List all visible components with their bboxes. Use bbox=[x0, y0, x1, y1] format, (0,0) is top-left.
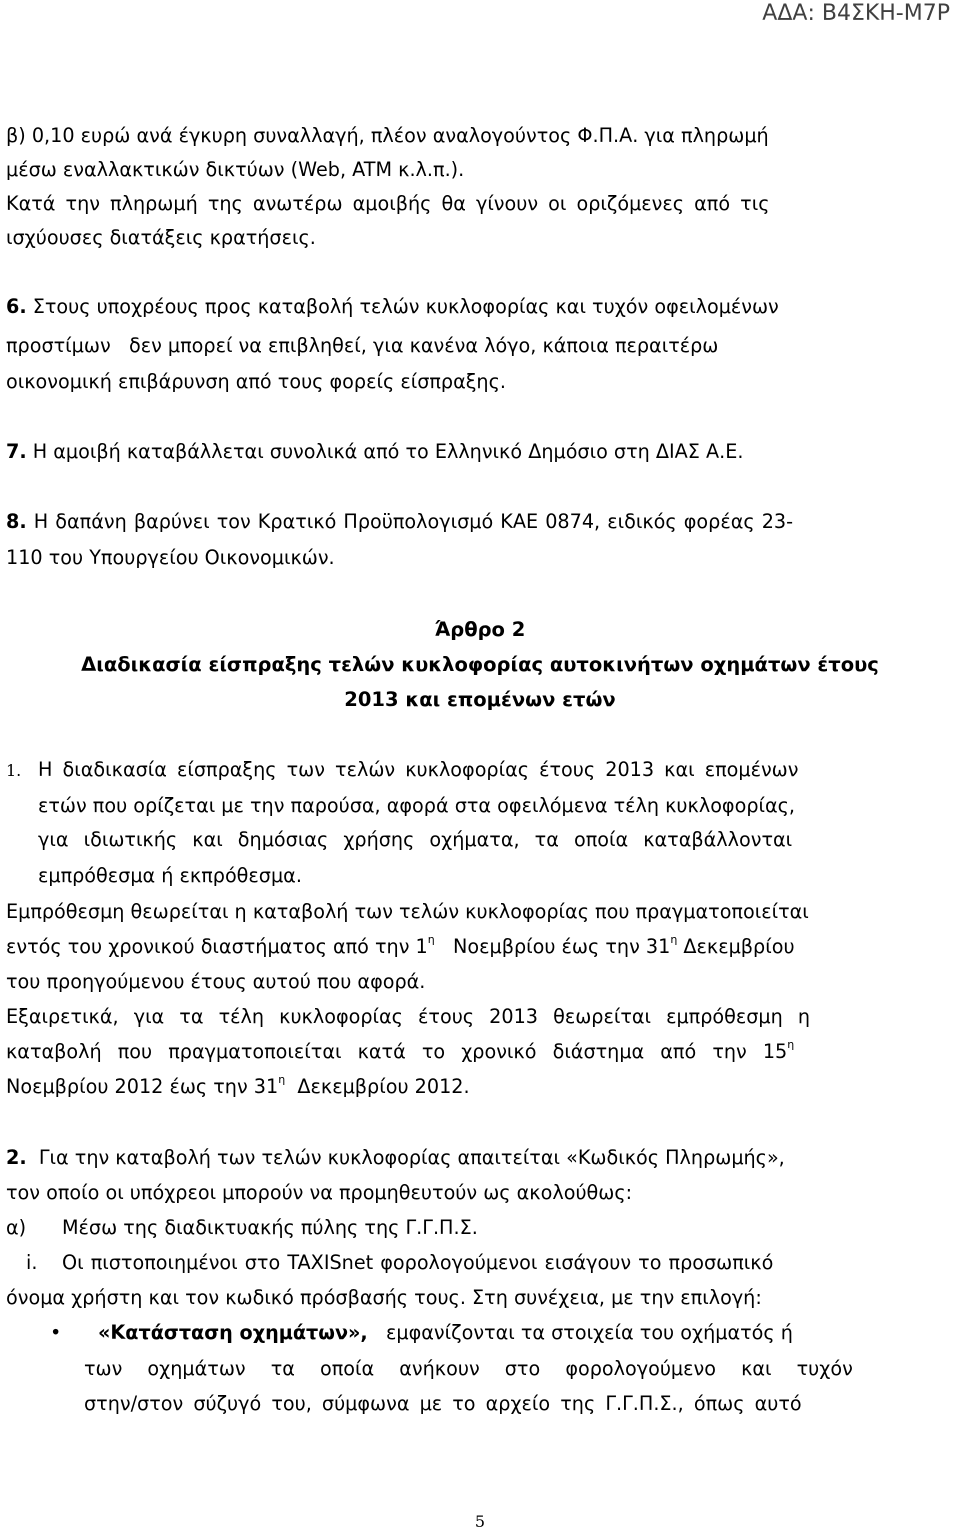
section-1-line1: Η διαδικασία είσπραξης των τελών κυκλοφορίας έτους 2013 και επομένων bbox=[38, 758, 799, 781]
paragraph-6-line2: προστίμων δεν μπορεί να επιβληθεί, για κανένα λόγο, κάποια περαιτέρω bbox=[6, 334, 719, 357]
exair-sup2: η bbox=[278, 1073, 286, 1086]
bullet-line1 bbox=[98, 1323, 793, 1342]
empr-sup1: η bbox=[427, 933, 435, 946]
exair-line3-a: Νοεμβρίου 2012 έως την 31 bbox=[6, 1075, 279, 1098]
bullet-symbol: • bbox=[50, 1321, 62, 1344]
paragraph-6 bbox=[6, 297, 779, 316]
item-i-text: Οι πιστοποιημένοι στο TAXISnet φορολογούμενοι εισάγουν το προσωπικό bbox=[62, 1251, 774, 1274]
section-1-line2: ετών που ορίζεται με την παρούσα, αφορά στα οφειλόμενα τέλη κυκλοφορίας, bbox=[38, 794, 796, 817]
exair-line2-a: καταβολή που πραγματοποιείται κατά το χρονικό διάστημα από την 15 bbox=[6, 1040, 788, 1063]
paragraph-6-line3: οικονομική επιβάρυνση από τους φορείς είσπραξης. bbox=[6, 370, 506, 393]
paragraph-8-line2: 110 του Υπουργείου Οικονομικών. bbox=[6, 546, 335, 569]
section-2-number: 2. bbox=[6, 1146, 27, 1169]
ada-code: ΑΔΑ: Β4ΣΚΗ-Μ7Ρ bbox=[762, 1, 950, 26]
section-2-line2: τον οποίο οι υπόχρεοι μπορούν να προμηθευτούν ως ακολούθως: bbox=[6, 1181, 633, 1204]
bullet-line3: στην/στον σύζυγό του, σύμφωνα με το αρχείο της Γ.Γ.Π.Σ., όπως αυτό bbox=[84, 1392, 802, 1415]
item-i-label: i. bbox=[26, 1251, 38, 1274]
paragraph-8-line1: Η δαπάνη βαρύνει τον Κρατικό Προϋπολογισμό ΚΑΕ 0874, ειδικός φορέας 23- bbox=[33, 510, 794, 533]
bullet-line2: των οχημάτων τα οποία ανήκουν στο φορολογούμενο και τυχόν bbox=[84, 1357, 853, 1380]
exair-line2 bbox=[6, 1038, 795, 1063]
empr-line1: Εμπρόθεσμη θεωρείται η καταβολή των τελών κυκλοφορίας που πραγματοποιείται bbox=[6, 900, 809, 923]
exair-line3 bbox=[6, 1073, 470, 1098]
intro-b-line1: β) 0,10 ευρώ ανά έγκυρη συναλλαγή, πλέον αναλογούντος Φ.Π.Α. για πληρωμή bbox=[6, 124, 769, 147]
section-1 bbox=[6, 760, 21, 779]
bullet-line1-rest: εμφανίζονται τα στοιχεία του οχήματός ή bbox=[386, 1321, 793, 1344]
exair-line3-b: Δεκεμβρίου 2012. bbox=[297, 1075, 470, 1098]
page-number: 5 bbox=[474, 1512, 486, 1531]
empr-line3: του προηγούμενου έτους αυτού που αφορά. bbox=[6, 970, 426, 993]
article-heading-line2: 2013 και επομένων ετών bbox=[344, 688, 616, 711]
empr-line2-c: Δεκεμβρίου bbox=[683, 935, 795, 958]
item-i-line2: όνομα χρήστη και τον κωδικό πρόσβασής τους. Στη συνέχεια, με την επιλογή: bbox=[6, 1286, 762, 1309]
item-a-text: Μέσω της διαδικτυακής πύλης της Γ.Γ.Π.Σ. bbox=[62, 1216, 478, 1239]
bullet-bold: «Κατάσταση οχημάτων», bbox=[98, 1321, 368, 1344]
intro-b-line2: μέσω εναλλακτικών δικτύων (Web, ATM κ.λ.π.). bbox=[6, 158, 465, 181]
exair-sup: η bbox=[787, 1038, 795, 1051]
empr-line2 bbox=[6, 933, 795, 958]
article-heading-line1: Διαδικασία είσπραξης τελών κυκλοφορίας αυτοκινήτων οχημάτων έτους bbox=[81, 653, 879, 676]
section-1-number: 1. bbox=[6, 761, 22, 780]
paragraph-7-text: Η αμοιβή καταβάλλεται συνολικά από το Ελληνικό Δημόσιο στη ΔΙΑΣ Α.Ε. bbox=[32, 440, 744, 463]
intro-kata-line2: ισχύουσες διατάξεις κρατήσεις. bbox=[6, 226, 316, 249]
item-a-label: α) bbox=[6, 1216, 27, 1239]
section-1-line4: εμπρόθεσμα ή εκπρόθεσμα. bbox=[38, 864, 302, 887]
article-title: Άρθρο 2 bbox=[434, 618, 526, 641]
intro-line bbox=[6, 126, 856, 145]
section-2 bbox=[6, 1148, 785, 1167]
intro-kata-line1: Κατά την πληρωμή της ανωτέρω αμοιβής θα γίνουν οι οριζόμενες από τις bbox=[6, 192, 770, 215]
paragraph-6-line1: Στους υποχρέους προς καταβολή τελών κυκλοφορίας και τυχόν οφειλομένων bbox=[32, 295, 779, 318]
paragraph-8-number: 8. bbox=[6, 510, 27, 533]
empr-line2-b: Νοεμβρίου έως την 31 bbox=[453, 935, 671, 958]
paragraph-8 bbox=[6, 512, 793, 531]
empr-sup2: η bbox=[670, 933, 678, 946]
section-1-line3: για ιδιωτικής και δημόσιας χρήσης οχήματα, τα οποία καταβάλλονται bbox=[38, 828, 793, 851]
section-2-line1: Για την καταβολή των τελών κυκλοφορίας απαιτείται «Κωδικός Πληρωμής», bbox=[38, 1146, 785, 1169]
empr-line2-a: εντός του χρονικού διαστήματος από την 1 bbox=[6, 935, 428, 958]
paragraph-7 bbox=[6, 442, 743, 461]
paragraph-7-number: 7. bbox=[6, 440, 27, 463]
paragraph-6-number: 6. bbox=[6, 295, 27, 318]
exair-line1: Εξαιρετικά, για τα τέλη κυκλοφορίας έτους 2013 θεωρείται εμπρόθεσμη η bbox=[6, 1005, 811, 1028]
